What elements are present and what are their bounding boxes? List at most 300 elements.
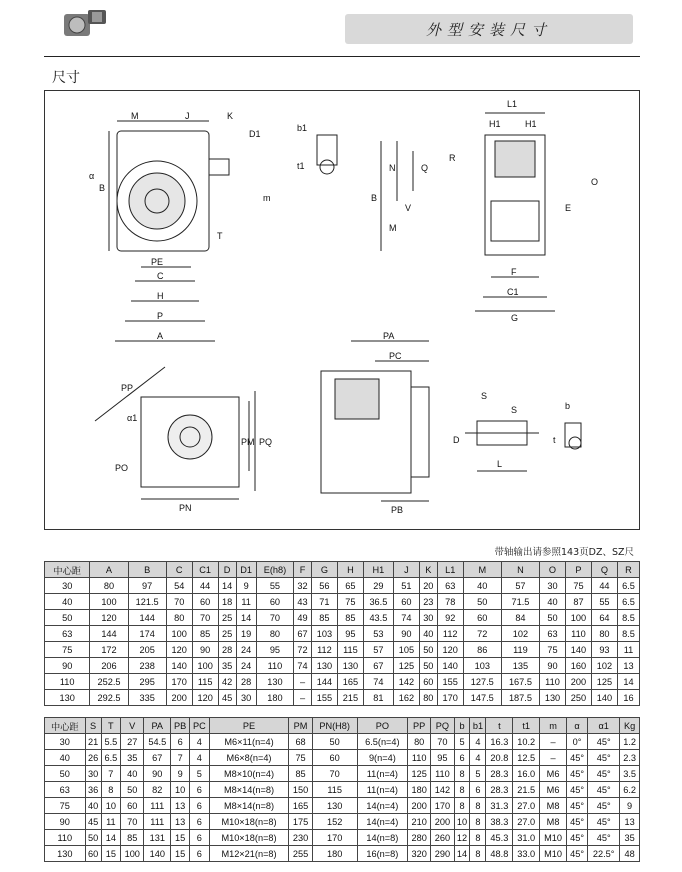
label-t-shaft: t [553, 435, 556, 445]
table-cell: 60 [463, 610, 501, 626]
table-cell: 80 [419, 690, 437, 706]
table-cell: 11(n=4) [357, 766, 407, 782]
table-cell: 165 [289, 798, 312, 814]
shaft-output-note: 带轴输出请参照143页DZ、SZ尺 [494, 547, 634, 558]
table-cell: 6 [454, 750, 470, 766]
label-pp: PP [121, 383, 134, 393]
table-row [45, 830, 640, 846]
table-cell: 28 [236, 674, 256, 690]
table-cell: 0° [566, 734, 587, 750]
table-header-cell: b1 [470, 718, 486, 734]
table-cell: 147.5 [463, 690, 501, 706]
table-cell: 44 [591, 578, 617, 594]
table-cell: 175 [289, 814, 312, 830]
table-cell: 100 [192, 658, 218, 674]
table-cell: 115 [337, 642, 363, 658]
table-cell: M8×14(n=8) [209, 798, 289, 814]
table-cell: 80 [256, 626, 293, 642]
table-cell: M10 [540, 846, 567, 862]
table-header-cell: B [128, 562, 166, 578]
label-k: K [227, 111, 234, 121]
table-cell: 252.5 [90, 674, 128, 690]
table-cell: 14(n=4) [357, 798, 407, 814]
table-cell: 180 [256, 690, 293, 706]
table-cell: 170 [312, 830, 357, 846]
table-cell: 70 [166, 594, 192, 610]
table-cell: 9 [620, 798, 640, 814]
table-cell: 28.3 [486, 782, 513, 798]
table-header-cell: PB [171, 718, 190, 734]
table-cell: 102 [501, 626, 539, 642]
table-cell: 6 [190, 830, 210, 846]
label-h1-left: H1 [489, 119, 501, 129]
table-header-cell: H [337, 562, 363, 578]
table-header-cell: α1 [588, 718, 620, 734]
table-cell: 60 [419, 674, 437, 690]
table-cell: 10 [454, 814, 470, 830]
table-cell: 255 [289, 846, 312, 862]
table-row [45, 642, 640, 658]
table-cell: 27.0 [513, 798, 540, 814]
table-header-cell: O [540, 562, 566, 578]
table-cell: 85 [289, 766, 312, 782]
table-cell: M6 [540, 782, 567, 798]
table-cell: 19 [236, 626, 256, 642]
label-s-right: S [511, 405, 518, 415]
table-cell: 165 [337, 674, 363, 690]
table-header-cell: J [393, 562, 419, 578]
table-cell: M8 [540, 798, 567, 814]
table-cell: 115 [312, 782, 357, 798]
table-cell: 11 [236, 594, 256, 610]
table-cell: 12.5 [513, 750, 540, 766]
label-m: M [131, 111, 139, 121]
table-cell: 48 [620, 846, 640, 862]
table-cell: 140 [166, 658, 192, 674]
table-row [45, 798, 640, 814]
table-row [45, 626, 640, 642]
table-header-cell: Q [591, 562, 617, 578]
table-cell: 5 [470, 766, 486, 782]
table-cell: 70 [312, 766, 357, 782]
table-cell: 70 [121, 814, 144, 830]
table-cell: 16.0 [513, 766, 540, 782]
label-o: O [591, 177, 599, 187]
table-cell: 115 [192, 674, 218, 690]
table-header-cell: C1 [192, 562, 218, 578]
table-header-cell: b [454, 718, 470, 734]
table-cell: 8 [470, 846, 486, 862]
table-cell: 50 [540, 610, 566, 626]
table-header-cell: R [617, 562, 639, 578]
table-cell: 14 [218, 578, 236, 594]
label-c1: C1 [507, 287, 519, 297]
table-cell: 6.5 [617, 578, 639, 594]
label-t: T [217, 231, 223, 241]
table-cell: 105 [393, 642, 419, 658]
table-cell: 5.5 [101, 734, 121, 750]
table-header-cell: G [311, 562, 337, 578]
table-header-cell: S [85, 718, 101, 734]
table-header-cell: t [486, 718, 513, 734]
table-cell: 2.3 [620, 750, 640, 766]
table-cell: 95 [256, 642, 293, 658]
table-cell: 90 [192, 642, 218, 658]
table-cell: 6 [190, 798, 210, 814]
table-cell: 30 [236, 690, 256, 706]
table-cell: 13 [617, 658, 639, 674]
worm-mesh-window [495, 141, 535, 177]
table-cell: M6 [540, 766, 567, 782]
table-cell: 130 [311, 658, 337, 674]
table-cell: 24 [236, 658, 256, 674]
table-cell: 130 [45, 690, 90, 706]
label-pb: PB [391, 505, 404, 515]
table-cell: 8 [454, 766, 470, 782]
label-h1-right: H1 [525, 119, 537, 129]
table-cell: 43.5 [363, 610, 393, 626]
table-cell: 45.3 [486, 830, 513, 846]
table-cell: 45° [588, 750, 620, 766]
table-cell: 162 [393, 690, 419, 706]
table-cell: 75 [565, 578, 591, 594]
table-cell: 140 [437, 658, 463, 674]
table-cell: 67 [294, 626, 312, 642]
table-cell: 238 [128, 658, 166, 674]
table-cell: 335 [128, 690, 166, 706]
table-cell: 60 [192, 594, 218, 610]
table-cell: 90 [144, 766, 171, 782]
table-cell: 45° [588, 734, 620, 750]
label-d1: D1 [249, 129, 261, 139]
table-cell: 40 [45, 594, 90, 610]
table-cell: M10×18(n=8) [209, 814, 289, 830]
table-cell: 5 [454, 734, 470, 750]
table-row [45, 594, 640, 610]
table-header-cell: 中心距 [45, 718, 86, 734]
table-cell: 75 [540, 642, 566, 658]
label-j: J [185, 111, 190, 121]
section-label: 尺寸 [52, 70, 80, 86]
table-cell: 6 [470, 782, 486, 798]
table-cell: 100 [166, 626, 192, 642]
table-cell: 6 [171, 734, 190, 750]
table-cell: M8×14(n=8) [209, 782, 289, 798]
table-cell: 5 [190, 766, 210, 782]
table-cell: 64 [591, 610, 617, 626]
table-cell: 55 [256, 578, 293, 594]
table-cell: 9(n=4) [357, 750, 407, 766]
table-cell: 85 [121, 830, 144, 846]
gearbox-front-inner-ring [129, 173, 185, 229]
table-row [45, 690, 640, 706]
table-cell: 131 [144, 830, 171, 846]
table-cell: 75 [45, 798, 86, 814]
label-t1: t1 [297, 161, 305, 171]
label-po: PO [115, 463, 129, 473]
table-header-cell: A [90, 562, 128, 578]
table-header-cell: Kg [620, 718, 640, 734]
table-cell: 90 [393, 626, 419, 642]
table-cell: 20 [419, 578, 437, 594]
table-cell: 43 [294, 594, 312, 610]
table-cell: 10 [101, 798, 121, 814]
page-title: 外型安装尺寸 [345, 14, 633, 44]
table-cell: 120 [192, 690, 218, 706]
table-cell: 292.5 [90, 690, 128, 706]
label-p: P [157, 311, 164, 321]
table-header-cell: PC [190, 718, 210, 734]
table-cell: 63 [45, 782, 86, 798]
table-cell: 6.5 [617, 594, 639, 610]
table-cell: 57 [501, 578, 539, 594]
table-cell: 14(n=4) [357, 814, 407, 830]
table-cell: 75 [337, 594, 363, 610]
table-cell: 200 [565, 674, 591, 690]
table-cell: 8 [454, 782, 470, 798]
table-cell: 15 [171, 846, 190, 862]
table-cell: 6.5(n=4) [357, 734, 407, 750]
table-header-cell: T [101, 718, 121, 734]
dimension-drawing [44, 90, 640, 530]
table-cell: 280 [408, 830, 431, 846]
gearbox-logo-icon [62, 6, 110, 40]
table-cell: 45° [566, 846, 587, 862]
table-header-cell: E(h8) [256, 562, 293, 578]
table-cell: 119 [501, 642, 539, 658]
table-cell: 320 [408, 846, 431, 862]
table-cell: 51 [393, 578, 419, 594]
table-cell: 70 [256, 610, 293, 626]
table-cell: 28.3 [486, 766, 513, 782]
label-b-right: B [371, 193, 378, 203]
table-row [45, 750, 640, 766]
table-cell: 180 [408, 782, 431, 798]
table-cell: 125 [591, 674, 617, 690]
table-cell: 45° [588, 830, 620, 846]
table-row [45, 782, 640, 798]
table-cell: M10 [540, 830, 567, 846]
label-pq: PQ [259, 437, 273, 447]
technical-drawing [45, 91, 641, 531]
table-cell: 45° [566, 782, 587, 798]
table-cell: 30 [85, 766, 101, 782]
table-cell: 75 [45, 642, 90, 658]
table-header-cell: PA [144, 718, 171, 734]
table-cell: 121.5 [128, 594, 166, 610]
table-cell: 45 [218, 690, 236, 706]
table-cell: 97 [128, 578, 166, 594]
header-divider [44, 56, 640, 57]
table-header-cell: N [501, 562, 539, 578]
table-cell: 60 [256, 594, 293, 610]
table-cell: 180 [312, 846, 357, 862]
table-cell: 14 [101, 830, 121, 846]
dimensions-table-1 [44, 561, 640, 706]
table-row [45, 674, 640, 690]
table-cell: 295 [128, 674, 166, 690]
table-cell: 4 [470, 750, 486, 766]
table-cell: 45° [566, 814, 587, 830]
table-cell: 15 [171, 830, 190, 846]
table-header-cell: m [540, 718, 567, 734]
table-cell: 93 [591, 642, 617, 658]
table-cell: 200 [166, 690, 192, 706]
table-cell: 27.0 [513, 814, 540, 830]
table-cell: 42 [218, 674, 236, 690]
table-header-cell: M [463, 562, 501, 578]
table-cell: 86 [463, 642, 501, 658]
table-cell: 11(n=4) [357, 782, 407, 798]
table-cell: 40 [121, 766, 144, 782]
table-cell: 29 [363, 578, 393, 594]
label-m-right: M [389, 223, 397, 233]
table-cell: 60 [393, 594, 419, 610]
table-cell: 50 [121, 782, 144, 798]
table-cell: 260 [431, 830, 454, 846]
table-cell: 14 [617, 674, 639, 690]
table-cell: – [294, 674, 312, 690]
table-cell: 7 [171, 750, 190, 766]
table-cell: 74 [294, 658, 312, 674]
label-f: F [511, 267, 517, 277]
label-pn: PN [179, 503, 192, 513]
table-cell: 53 [363, 626, 393, 642]
table-cell: 11 [101, 814, 121, 830]
table-cell: 205 [128, 642, 166, 658]
table-cell: 36 [85, 782, 101, 798]
table-cell: 200 [431, 814, 454, 830]
table-cell: 63 [45, 626, 90, 642]
table-header-cell: t1 [513, 718, 540, 734]
table-cell: 130 [256, 674, 293, 690]
table-header-cell: D [218, 562, 236, 578]
table-cell: 27 [121, 734, 144, 750]
table-cell: 71.5 [501, 594, 539, 610]
table-cell: 81 [363, 690, 393, 706]
table-cell: 60 [85, 846, 101, 862]
table-cell: 28 [218, 642, 236, 658]
label-b: B [99, 183, 106, 193]
table-cell: 110 [565, 626, 591, 642]
table-cell: 210 [408, 814, 431, 830]
table-header-cell: D1 [236, 562, 256, 578]
table-row [45, 578, 640, 594]
table-header-cell: P [565, 562, 591, 578]
table-cell: 16 [617, 690, 639, 706]
table-cell: 15 [101, 846, 121, 862]
table-cell: – [540, 734, 567, 750]
table-cell: 206 [90, 658, 128, 674]
table-cell: 4 [470, 734, 486, 750]
table-cell: 144 [311, 674, 337, 690]
label-n: N [389, 163, 396, 173]
table-cell: 1.2 [620, 734, 640, 750]
table-cell: 68 [289, 734, 312, 750]
table-row [45, 814, 640, 830]
table-cell: 100 [565, 610, 591, 626]
table-cell: 50 [312, 734, 357, 750]
table-cell: 65 [337, 578, 363, 594]
table-cell: 35 [218, 658, 236, 674]
table-cell: 82 [144, 782, 171, 798]
label-pa: PA [383, 331, 395, 341]
table-header-cell: PP [408, 718, 431, 734]
table-cell: 110 [540, 674, 566, 690]
table-cell: 170 [431, 798, 454, 814]
table-cell: 130 [540, 690, 566, 706]
table-cell: 50 [85, 830, 101, 846]
table-cell: 10.2 [513, 734, 540, 750]
table-cell: 150 [289, 782, 312, 798]
table-cell: 50 [419, 642, 437, 658]
table-cell: 63 [540, 626, 566, 642]
label-pe: PE [151, 257, 164, 267]
table-cell: 250 [565, 690, 591, 706]
table-header-cell: L1 [437, 562, 463, 578]
table-header-row [45, 718, 640, 734]
table-cell: 174 [128, 626, 166, 642]
table-cell: 78 [437, 594, 463, 610]
label-v: V [405, 203, 412, 213]
table-row [45, 610, 640, 626]
table-cell: 31.3 [486, 798, 513, 814]
table-cell: 50 [45, 766, 86, 782]
table-cell: 130 [337, 658, 363, 674]
table-cell: 142 [393, 674, 419, 690]
table-cell: 74 [363, 674, 393, 690]
table-cell: 144 [90, 626, 128, 642]
table-cell: 215 [337, 690, 363, 706]
label-l1: L1 [507, 99, 518, 109]
table-cell: 40 [85, 798, 101, 814]
table-cell: 70 [192, 610, 218, 626]
table-cell: 40 [540, 594, 566, 610]
table-header-cell: V [121, 718, 144, 734]
table-row [45, 658, 640, 674]
table-cell: 140 [591, 690, 617, 706]
table-row [45, 846, 640, 862]
table-cell: 14(n=8) [357, 830, 407, 846]
table-cell: 130 [312, 798, 357, 814]
table-cell: 102 [591, 658, 617, 674]
table-header-cell: PQ [431, 718, 454, 734]
label-b-shaft: b [565, 401, 571, 411]
label-h: H [157, 291, 164, 301]
table-row [45, 766, 640, 782]
table-cell: 40 [45, 750, 86, 766]
label-m-small: m [263, 193, 271, 203]
table-cell: 22.5° [588, 846, 620, 862]
table-cell: 14 [454, 846, 470, 862]
table-cell: 140 [565, 642, 591, 658]
table-cell: 8 [470, 798, 486, 814]
table-cell: 70 [431, 734, 454, 750]
table-cell: 8 [454, 798, 470, 814]
table-cell: 90 [45, 658, 90, 674]
table-cell: 92 [437, 610, 463, 626]
table-cell: 54.5 [144, 734, 171, 750]
table-cell: 63 [437, 578, 463, 594]
table-cell: 25 [218, 610, 236, 626]
table-cell: 7 [101, 766, 121, 782]
table-cell: 13 [171, 814, 190, 830]
table-header-cell: PM [289, 718, 312, 734]
label-alpha: α [89, 171, 95, 181]
table-cell: 21.5 [513, 782, 540, 798]
table-cell: 50 [463, 594, 501, 610]
table-header-cell: 中心距 [45, 562, 90, 578]
